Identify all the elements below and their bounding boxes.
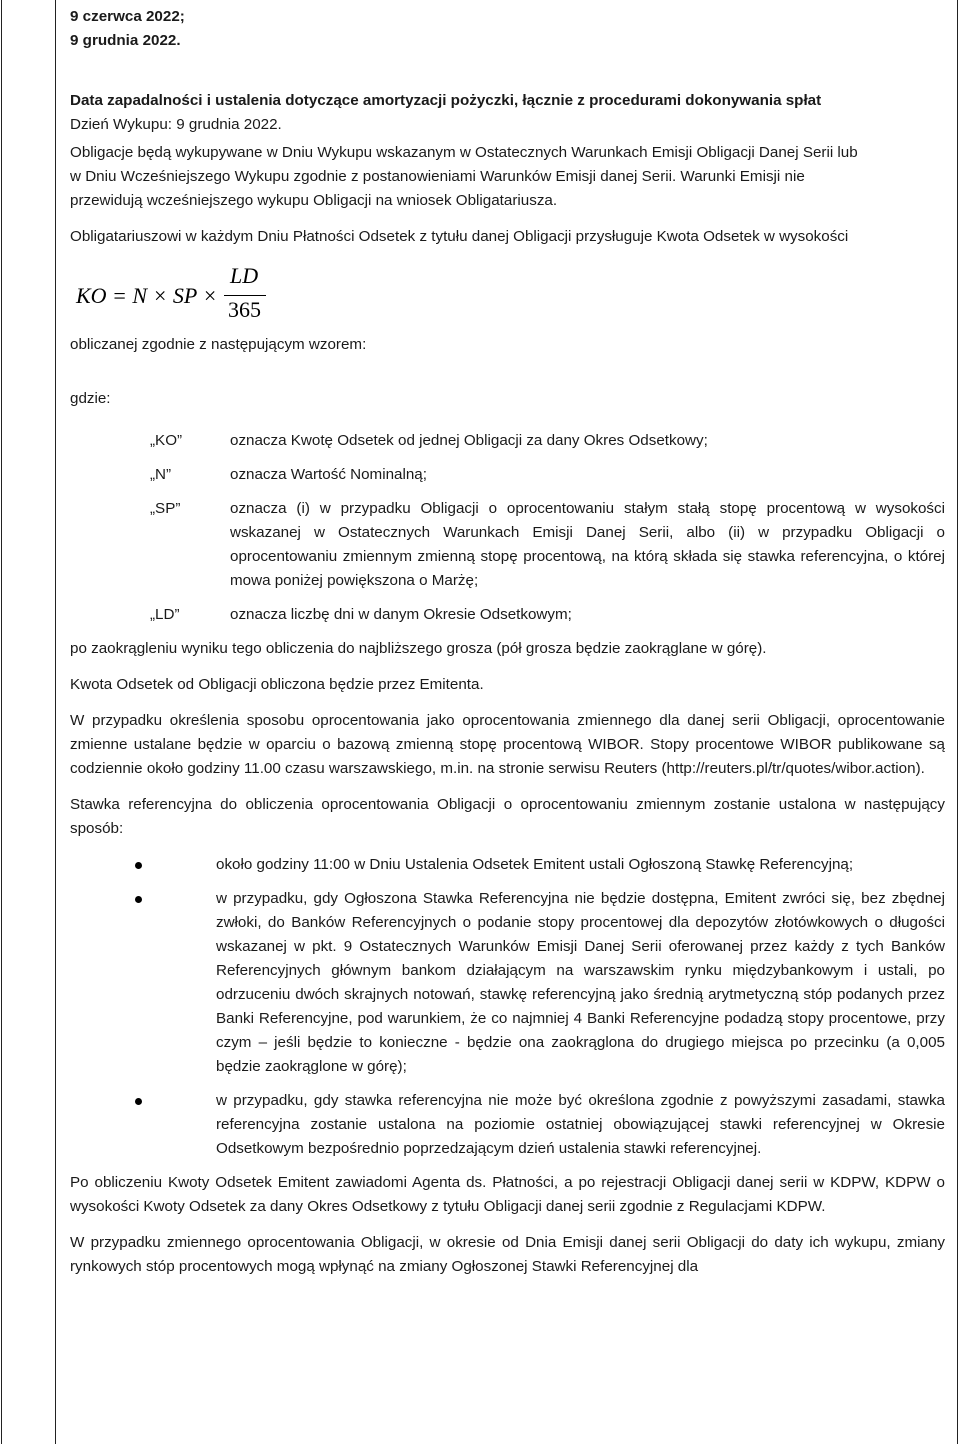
bullet-text: około godziny 11:00 w Dniu Ustalenia Odsetek Emitent ustali Ogłoszoną Stawkę Referencyjną; xyxy=(216,856,854,873)
definition-description: oznacza Wartość Nominalną; xyxy=(230,466,427,483)
date-line-2: 9 grudnia 2022. xyxy=(70,32,181,49)
formula-caption: obliczanej zgodnie z następującym wzorem: xyxy=(70,336,367,353)
issuer-calculation: Kwota Odsetek od Obligacji obliczona będzie przez Emitenta. xyxy=(70,676,484,693)
date-line-1: 9 czerwca 2022; xyxy=(70,8,185,25)
reference-rate-bullets xyxy=(70,853,945,1161)
formula-denominator: 365 xyxy=(228,297,261,322)
definition-row xyxy=(70,603,945,627)
dates-block xyxy=(70,5,945,53)
section-heading-block xyxy=(70,89,945,137)
bullet-dot-icon xyxy=(135,862,142,869)
document-cell xyxy=(70,5,945,1291)
agent-notice: Po obliczeniu Kwoty Odsetek Emitent zawiadomi Agenta ds. Płatności, a po rejestracji Obligacji danej serii w KDPW, KDPW o wysokości Kwoty Odsetek za dany Okres Odsetkowy z tytułu Obligacji danej serii zgodnie z Regulacjami KDPW. xyxy=(70,1174,945,1215)
definition-description: oznacza Kwotę Odsetek od jednej Obligacji za dany Okres Odsetkowy; xyxy=(230,432,708,449)
interest-formula xyxy=(70,263,945,331)
definitions-list xyxy=(70,429,945,627)
definition-row xyxy=(70,463,945,487)
rounding-note: po zaokrągleniu wyniku tego obliczenia do najbliższego grosza (pół grosza będzie zaokrąglane w górę). xyxy=(70,640,767,657)
interest-intro: Obligatariuszowi w każdym Dniu Płatności Odsetek z tytułu danej Obligacji przysługuje Kwota Odsetek w wysokości xyxy=(70,228,849,245)
table-border-left xyxy=(1,0,2,1444)
definition-term: „KO” xyxy=(150,432,183,449)
bullet-dot-icon xyxy=(135,896,142,903)
definition-row xyxy=(70,429,945,453)
table-border-right xyxy=(957,0,958,1444)
buyback-line-2: w Dniu Wcześniejszego Wykupu zgodnie z postanowieniami Warunków Emisji danej Serii. Warunki Emisji nie xyxy=(70,168,805,185)
bullet-dot-icon xyxy=(135,1098,142,1105)
buyback-line-1: Obligacje będą wykupywane w Dniu Wykupu wskazanym w Ostatecznych Warunkach Emisji Obligacji Danej Serii lub xyxy=(70,144,858,161)
table-column-divider xyxy=(55,0,56,1444)
formula-lhs: KO = N × SP × xyxy=(76,283,218,308)
bullet-item xyxy=(70,887,945,1079)
definition-term: „LD” xyxy=(150,606,180,623)
bullet-text: w przypadku, gdy Ogłoszona Stawka Referencyjna nie będzie dostępna, Emitent zwróci się, bez zbędnej zwłoki, do Banków Referencyjnych o podanie stopy procentowej dla depozytów złotówkowych o długości wskazanej w pkt. 9 Ostatecznych Warunków Emisji Danej Serii oferowanej przez każdy z tych Banków Referencyjnych głównym bankom działającym na warszawskim rynku międzybankowym i ustali, po odrzuceniu dwóch skrajnych notowań, stawkę referencyjną jako średnią arytmetyczną stóp podanych przez Banki Referencyjne, pod warunkiem, że co najmniej 4 Banki Referencyjne podadzą stopy procentowe, przy czym – jeśli będzie to konieczne - będzie ona zaokrąglona do drugiego miejsca po przecinku (a 0,005 będzie zaokrąglone w górę); xyxy=(216,890,945,1075)
bullet-text: w przypadku, gdy stawka referencyjna nie może być określona zgodnie z powyższymi zasadami, stawka referencyjna zostanie ustalona na poziomie ostatniej obowiązującej stawki referencyjnej w Okresie Odsetkowym bezpośrednio poprzedzającym dzień ustalenia stawki referencyjnej. xyxy=(216,1092,945,1157)
definition-description: oznacza (i) w przypadku Obligacji o oprocentowaniu stałym stałą stopę procentową w wysokości wskazanej w Ostatecznych Warunkach Emisji Danej Serii, albo (ii) w przypadku Obligacji o oprocentowaniu zmiennym zmienną stopę procentową, na którą składa się stawka referencyjna, o której mowa poniżej powiększona o Marżę; xyxy=(230,500,945,589)
reference-rate-intro: Stawka referencyjna do obliczenia oprocentowania Obligacji o oprocentowaniu zmiennym zostanie ustalona w następujący sposób: xyxy=(70,796,945,837)
where-label: gdzie: xyxy=(70,390,111,407)
section-heading: Data zapadalności i ustalenia dotyczące amortyzacji pożyczki, łącznie z procedurami dokonywania spłat xyxy=(70,92,822,109)
wibor-paragraph: W przypadku określenia sposobu oprocentowania jako oprocentowania zmiennego dla danej serii Obligacji, oprocentowanie zmienne ustalane będzie w oparciu o bazową zmienną stopę procentową WIBOR. Stopy procentowe WIBOR publikowane są codziennie około godziny 11.00 czasu warszawskiego, m.in. na stronie serwisu Reuters (http://reuters.pl/tr/quotes/wibor.action). xyxy=(70,712,945,777)
bullet-item xyxy=(70,853,945,877)
definition-term: „SP” xyxy=(150,500,181,517)
formula-numerator: LD xyxy=(230,263,259,288)
bullet-item xyxy=(70,1089,945,1161)
formula-fraction-bar xyxy=(224,295,266,296)
definition-term: „N” xyxy=(150,466,172,483)
buyback-line-3: przewidują wcześniejszego wykupu Obligacji na wniosek Obligatariusza. xyxy=(70,192,558,209)
buyback-paragraph xyxy=(70,141,945,213)
final-paragraph: W przypadku zmiennego oprocentowania Obligacji, w okresie od Dnia Emisji danej serii Obligacji do daty ich wykupu, zmiany rynkowych stóp procentowych mogą wpłynąć na zmiany Ogłoszonej Stawki Referencyjnej dla xyxy=(70,1234,945,1275)
definition-description: oznacza liczbę dni w danym Okresie Odsetkowym; xyxy=(230,606,572,623)
definition-row xyxy=(70,497,945,593)
redemption-day: Dzień Wykupu: 9 grudnia 2022. xyxy=(70,116,282,133)
